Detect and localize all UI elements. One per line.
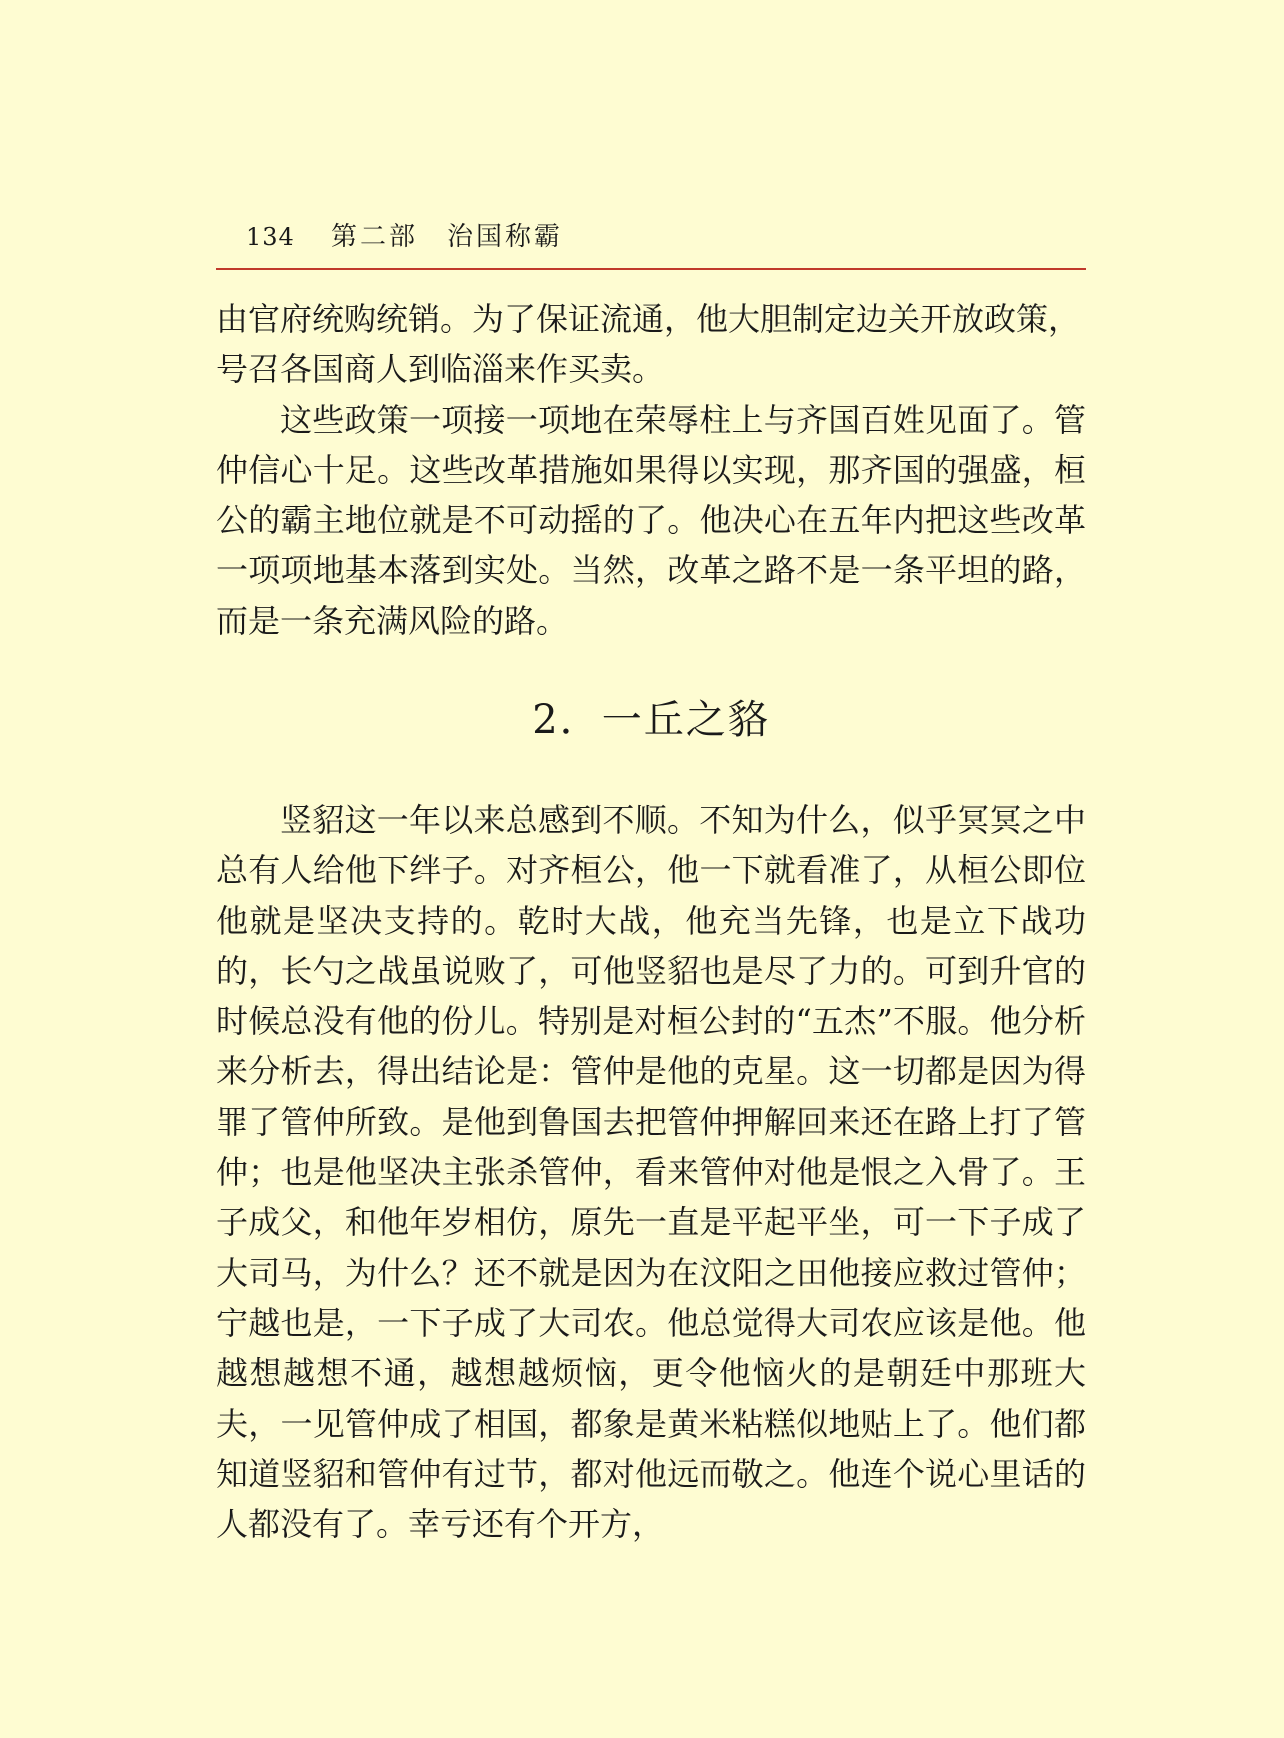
text-line: 他恼火的是朝廷中那班大夫，一见管仲成了相国，都象是黄 [216, 1354, 1086, 1443]
part-title: 第二部 治国称霸 [331, 222, 564, 252]
text-line: 即位他就是坚决支持的。乾时大战，他充当先锋，也是立下 [216, 851, 1086, 940]
text-line: 竖貂这一年以来总感到不顺。不知为什么，似乎冥冥之 [280, 801, 1054, 839]
text-line: 是恨之入骨了。王子成父，和他年岁相仿，原先一直是平起 [216, 1153, 1086, 1242]
text-line: 远而敬之。他连个说心里话的人都没有了。幸亏还有个开方， [216, 1454, 1086, 1544]
section-title: 2．一丘之貉 [532, 697, 770, 743]
text-line: 米粘糕似地贴上了。他们都知道竖貂和管仲有过节，都对他 [216, 1404, 1086, 1493]
text-line: 这些政策一项接一项地在荣辱柱上与齐国百姓见面了。 [280, 400, 1054, 439]
text-line: 之田他接应救过管仲；宁越也是，一下子成了大司农。他总 [216, 1253, 1086, 1342]
text-line: 管仲信心十足。这些改革措施如果得以实现，那齐国的强盛， [216, 400, 1086, 489]
text-line: 还在路上打了管仲；也是他坚决主张杀管仲，看来管仲对他 [216, 1102, 1086, 1192]
text-line: 由官府统购统销。为了保证流通，他大胆制定边关开放政策， [216, 300, 1081, 338]
paragraph [216, 795, 1086, 1549]
text-block-top [216, 294, 1086, 646]
text-line: 升官的时候总没有他的份儿。特别是对桓公封的“五杰”不 [216, 951, 1086, 1041]
text-line: 平坐，可一下子成了大司马，为什么？还不就是因为在汶阳 [216, 1203, 1086, 1292]
text-line: 觉得大司农应该是他。他越想越想不通，越想越烦恼，更令 [216, 1303, 1086, 1393]
text-line: 切都是因为得罪了管仲所致。是他到鲁国去把管仲押解回来 [216, 1052, 1086, 1141]
page-number: 134 [246, 223, 295, 251]
text-line: 号召各国商人到临淄来作买卖。 [216, 350, 665, 389]
text-line: 的路，而是一条充满风险的路。 [216, 551, 1086, 640]
text-block-bottom [216, 795, 1086, 1549]
paragraph [216, 395, 1086, 646]
text-line: 桓公的霸主地位就是不可动摇的了。他决心在五年内把这些 [216, 450, 1086, 540]
text-line: 中总有人给他下绊子。对齐桓公，他一下就看准了，从桓公 [216, 801, 1086, 890]
text-line: 改革一项项地基本落到实处。当然，改革之路不是一条平坦 [216, 501, 1086, 590]
paragraph-continued [216, 294, 1086, 395]
text-line: 战功的，长勺之战虽说败了，可他竖貂也是尽了力的。可到 [216, 901, 1086, 990]
text-line: 服。他分析来分析去，得出结论是：管仲是他的克星。这一 [216, 1002, 1086, 1091]
running-head [216, 200, 1086, 270]
